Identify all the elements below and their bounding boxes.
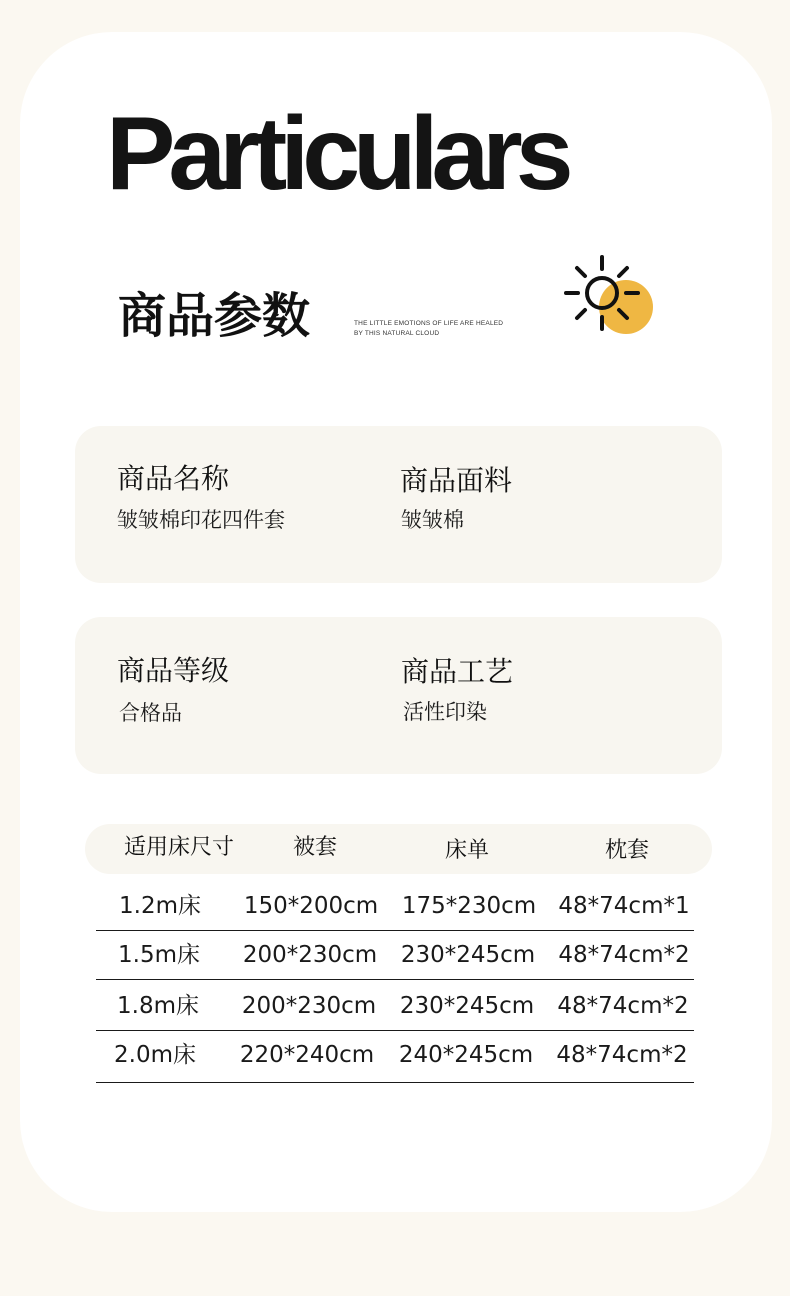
spec-value-name: 皱皱棉印花四件套: [117, 508, 285, 532]
cell-duvet-cover: 200*230cm: [242, 942, 378, 968]
header-pillowcase: 枕套: [604, 838, 650, 863]
spec-value-fabric: 皱皱棉: [401, 508, 464, 532]
cell-bed-sheet: 240*245cm: [398, 1042, 534, 1068]
spec-value-craft: 活性印染: [403, 700, 487, 724]
cell-bed-size: 2.0m床: [114, 1042, 196, 1068]
cell-bed-size: 1.2m床: [119, 893, 201, 919]
cell-pillowcase: 48*74cm*1: [558, 893, 690, 919]
sun-icon: [560, 252, 656, 342]
cell-pillowcase: 48*74cm*2: [556, 1042, 688, 1068]
cell-duvet-cover: 150*200cm: [243, 893, 379, 919]
spec-label-craft: 商品工艺: [401, 655, 514, 688]
header-duvet-cover: 被套: [292, 835, 338, 860]
section-title: 商品参数: [118, 288, 311, 344]
cell-duvet-cover: 200*230cm: [241, 993, 377, 1019]
spec-value-grade: 合格品: [119, 701, 182, 725]
cell-pillowcase: 48*74cm*2: [557, 993, 689, 1019]
tagline-line-2: BY THIS NATURAL CLOUD: [354, 330, 440, 337]
cell-pillowcase: 48*74cm*2: [558, 942, 690, 968]
table-row: [96, 1031, 694, 1083]
cell-duvet-cover: 220*240cm: [239, 1042, 375, 1068]
table-row: [96, 979, 694, 1031]
header-bed-sheet: 床单: [444, 838, 490, 863]
cell-bed-sheet: 230*245cm: [399, 993, 535, 1019]
cell-bed-size: 1.8m床: [117, 993, 199, 1019]
headline: Particulars: [106, 96, 567, 212]
spec-label-grade: 商品等级: [117, 654, 230, 687]
header-bed-size: 适用床尺寸: [123, 835, 235, 860]
tagline: [354, 319, 503, 339]
spec-panel-2: [75, 617, 722, 774]
cell-bed-sheet: 230*245cm: [400, 942, 536, 968]
tagline-line-1: THE LITTLE EMOTIONS OF LIFE ARE HEALED: [354, 320, 504, 327]
cell-bed-size: 1.5m床: [118, 942, 200, 968]
table-row: [96, 929, 694, 980]
spec-label-fabric: 商品面料: [400, 464, 513, 497]
spec-panel-1: [75, 426, 722, 583]
size-table-header: [85, 824, 712, 874]
spec-label-name: 商品名称: [117, 462, 230, 495]
table-row: [96, 880, 694, 931]
cell-bed-sheet: 175*230cm: [401, 893, 537, 919]
